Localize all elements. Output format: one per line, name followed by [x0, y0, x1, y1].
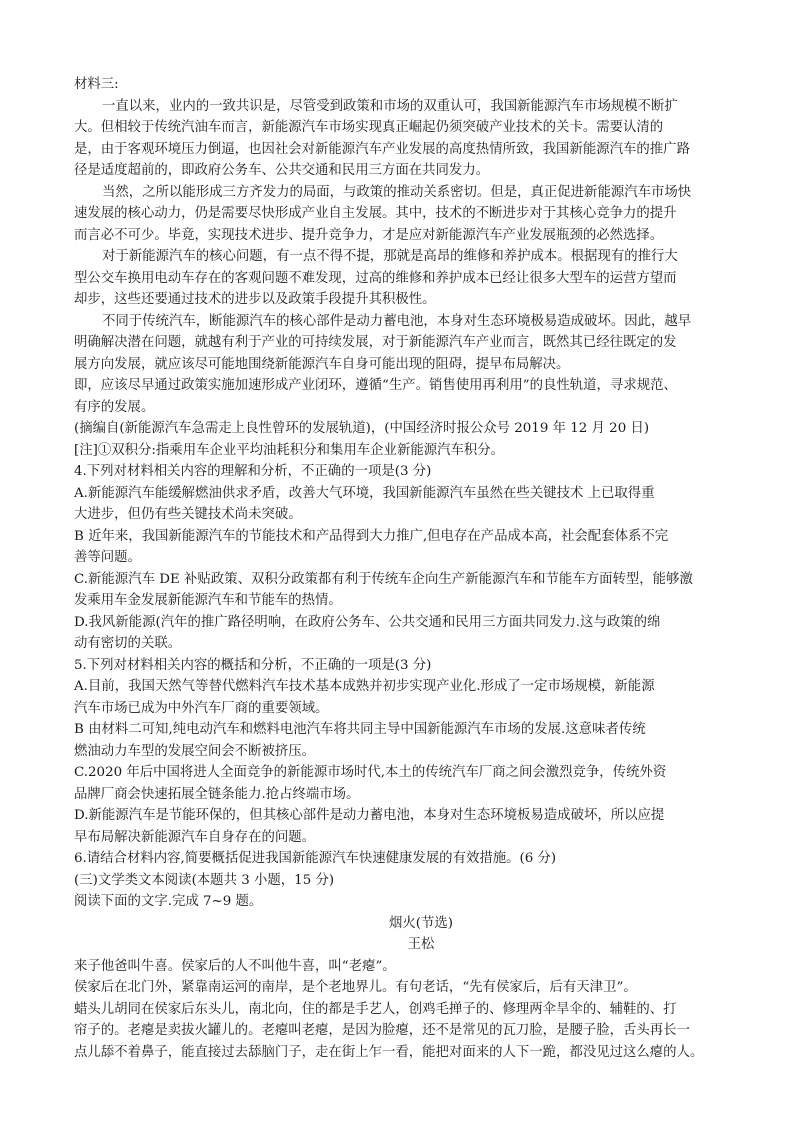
text-line: 王松	[407, 937, 435, 952]
text-line: 材料三:	[74, 77, 119, 92]
text-line: 却步，这些还要通过技术的进步以及政策手段提升其积极性。	[74, 292, 436, 307]
text-line: 来子他爸叫牛喜。侯家后的人不叫他牛喜，叫“老瘪”。	[74, 958, 396, 974]
text-line: 发乘用车金发展新能源汽车和节能车的热情。	[74, 593, 342, 608]
text-line: D.新能源汽车是节能环保的，但其核心部件是动力蓄电池，本身对生态环境板易造成破坏，所以应提	[74, 808, 665, 823]
text-line: 即，应该尽早通过政策实施加速形成产业闭环，遵循“生产。销售使用再利用”的良性轨道，寻求规范、	[74, 378, 677, 393]
text-line: 型公交车换用电动车存在的客观问题不难发现，过高的维修和养护成本已经让很多大型车的运营方望而	[74, 270, 677, 286]
text-line: 不同于传统汽车，断能源汽车的核心部件是动力蓄电池，本身对生态环境极易造成破坏。因此，越早	[102, 313, 692, 329]
text-line: 蜡头儿胡同在侯家后东头儿，南北向，住的都是手艺人，创鸡毛掸子的、修理两伞旱伞的、辅鞋的、打	[74, 1001, 677, 1017]
text-line: 而言必不可少。毕竟，实现技术进步、提升竞争力，才是应对新能源汽车产业发展瓶颈的必然选择。	[74, 227, 664, 243]
text-line: A.目前，我国天然气等替代燃料汽车技术基本成熟并初步实现产业化.形成了一定市场规模，新能源	[74, 679, 655, 694]
text-line: B 近年来，我国新能源汽车的节能技术和产品得到大力推广,但电存在产品成本高，社会配套体系不完	[74, 528, 669, 544]
text-line: D.我风新能源(汽年的推广路径明响，在政府公务车、公共交通和民用三方面共同发力.这与政策的绵	[74, 614, 661, 630]
text-line: C.2020 年后中国将进人全面竞争的新能源市场时代,本土的传统汽车厂商之间会激烈竞争，传统外资	[74, 765, 667, 780]
text-line: 是，由于客观环境压力倒逼，也因社会对新能源汽车产业发展的高度热情所致，我国新能源汽车的推广路	[74, 141, 690, 157]
text-line: 帘子的。老瘪是卖拔火罐儿的。老瘪叫老瘪，是因为脸瘪，还不是常见的瓦刀脸，是腰子脸，舌头再长一	[74, 1023, 690, 1038]
text-line: 径是适度超前的，即政府公务车、公共交通和民用三方面在共同发力。	[74, 163, 490, 178]
text-line: 展方向发展，就应该尽可能地围绕新能源汽车自身可能出现的阻碍，提早布局解决。	[74, 356, 570, 372]
text-line: 燃油动力车型的发展空间会不断被挤压。	[74, 743, 316, 759]
text-line: 大。但相较于传统汽油车而言，新能源汽车市场实现真正崛起仍须突破产业技术的关卡。需要认清的	[74, 120, 664, 135]
text-line: 早布局解决新能源汽车自身存在的问题。	[74, 829, 316, 845]
text-line: 点儿舔不着鼻子，能直接过去舔脑门子，走在街上乍一看，能把对面来的人下一跪，都没见过这么瘪的人。	[74, 1044, 704, 1060]
text-line: (摘编自(新能源汽车急需走上良性曾环的发展轨道)，(中国经济时报公众号 2019 年 12 月 20 日)	[74, 421, 650, 436]
text-line: (三)文学类文本阅读(本题共 3 小题，15 分)	[74, 872, 335, 888]
text-line: 当然，之所以能形成三方齐发力的局面，与政策的推动关系密切。但是，真正促进新能源汽车市场快	[102, 184, 692, 200]
text-line: 侯家后在北门外，紧靠南运河的南岸，是个老地界儿。有句老话，“先有侯家后，后有天津卫”。	[74, 980, 637, 995]
text-line: 6.请结合材料内容,简要概括促进我国新能源汽车快速健康发展的有效措施。(6 分)	[74, 851, 557, 866]
text-line: B 由材料二可知,纯电动汽车和燃料电池汽车将共同主导中国新能源汽车市场的发展.这意味者传统	[74, 722, 646, 737]
text-line: 4.下列对材料相关内容的理解和分析，不正确的一项是(3 分)	[74, 464, 432, 479]
text-line: C.新能源汽车 DE 补贴政策、双积分政策都有利于传统车企向生产新能源汽车和节能车方面转型，能够激	[74, 571, 693, 587]
text-line: 大进步，但仍有些关键技术尚未突破。	[74, 507, 302, 522]
text-line: 对于新能源汽车的核心问题，有一点不得不提，那就是高昂的维修和养护成本。根据现有的推行大	[102, 249, 678, 264]
text-line: 品牌厂商会快速拓展全链条能力.抢占终端市场。	[74, 786, 360, 802]
text-line: 速发展的核心动力，仍是需要尽快形成产业自主发展。其中，技术的不断进步对于其核心竞争力的提升	[74, 206, 677, 221]
text-line: 明确解决潜在问题，就越有利于产业的可持续发展，对于新能源汽车产业而言，既然其已经往既定的发	[74, 335, 677, 350]
text-line: A.新能源汽车能缓解燃油供求矛盾，改善大气环境，我国新能源汽车虽然在些关键技术 上已取得重	[74, 485, 655, 501]
text-line: 汽车市场已成为中外汽车厂商的重要领域。	[74, 700, 329, 716]
text-line: 烟火(节选)	[388, 915, 453, 931]
text-line: [注]①双积分:指乘用车企业平均油耗积分和集用车企业新能源汽车积分。	[74, 442, 505, 458]
text-line: 阅读下面的文字.完成 7~9 题。	[74, 894, 263, 909]
text-line: 善等问题。	[74, 550, 141, 565]
text-line: 一直以来，业内的一致共识是，尽管受到政策和市场的双重认可，我国新能源汽车市场规模不断扩	[102, 98, 678, 114]
text-line: 有序的发展。	[74, 399, 155, 415]
text-line: 5.下列对材料相关内容的概括和分析，不正确的一项是(3 分)	[74, 657, 432, 673]
text-line: 动有密切的关联。	[74, 636, 182, 651]
